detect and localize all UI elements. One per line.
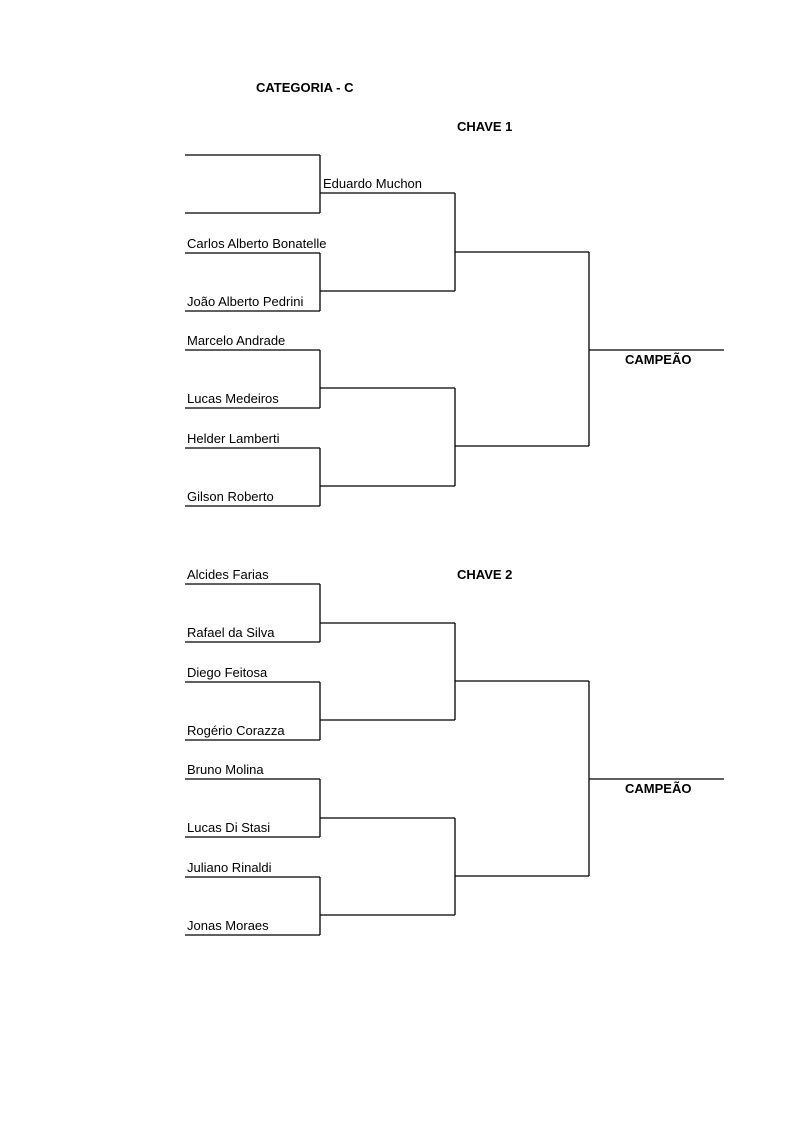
category-title: CATEGORIA - C <box>256 80 354 95</box>
bracket2-player-8: Jonas Moraes <box>187 918 269 933</box>
bracket1-player-8: Gilson Roberto <box>187 489 274 504</box>
bracket1-player-5: Marcelo Andrade <box>187 333 286 348</box>
bracket2-champion-label: CAMPEÃO <box>625 781 692 796</box>
bracket2-player-4: Rogério Corazza <box>187 723 285 738</box>
bracket2-player-1: Alcides Farias <box>187 567 269 582</box>
bracket2-title: CHAVE 2 <box>457 567 513 582</box>
bracket2-player-2: Rafael da Silva <box>187 625 275 640</box>
bracket2-player-7: Juliano Rinaldi <box>187 860 272 875</box>
bracket1-title: CHAVE 1 <box>457 119 513 134</box>
bracket1-player-6: Lucas Medeiros <box>187 391 279 406</box>
bracket2-player-6: Lucas Di Stasi <box>187 820 271 835</box>
bracket1-player-4: João Alberto Pedrini <box>187 294 304 309</box>
bracket1-round2-1: Eduardo Muchon <box>323 176 423 191</box>
bracket2-player-3: Diego Feitosa <box>187 665 268 680</box>
bracket1-champion-label: CAMPEÃO <box>625 352 692 367</box>
bracket1-player-3: Carlos Alberto Bonatelle <box>187 236 327 251</box>
bracket1-player-7: Helder Lamberti <box>187 431 280 446</box>
bracket2-player-5: Bruno Molina <box>187 762 264 777</box>
